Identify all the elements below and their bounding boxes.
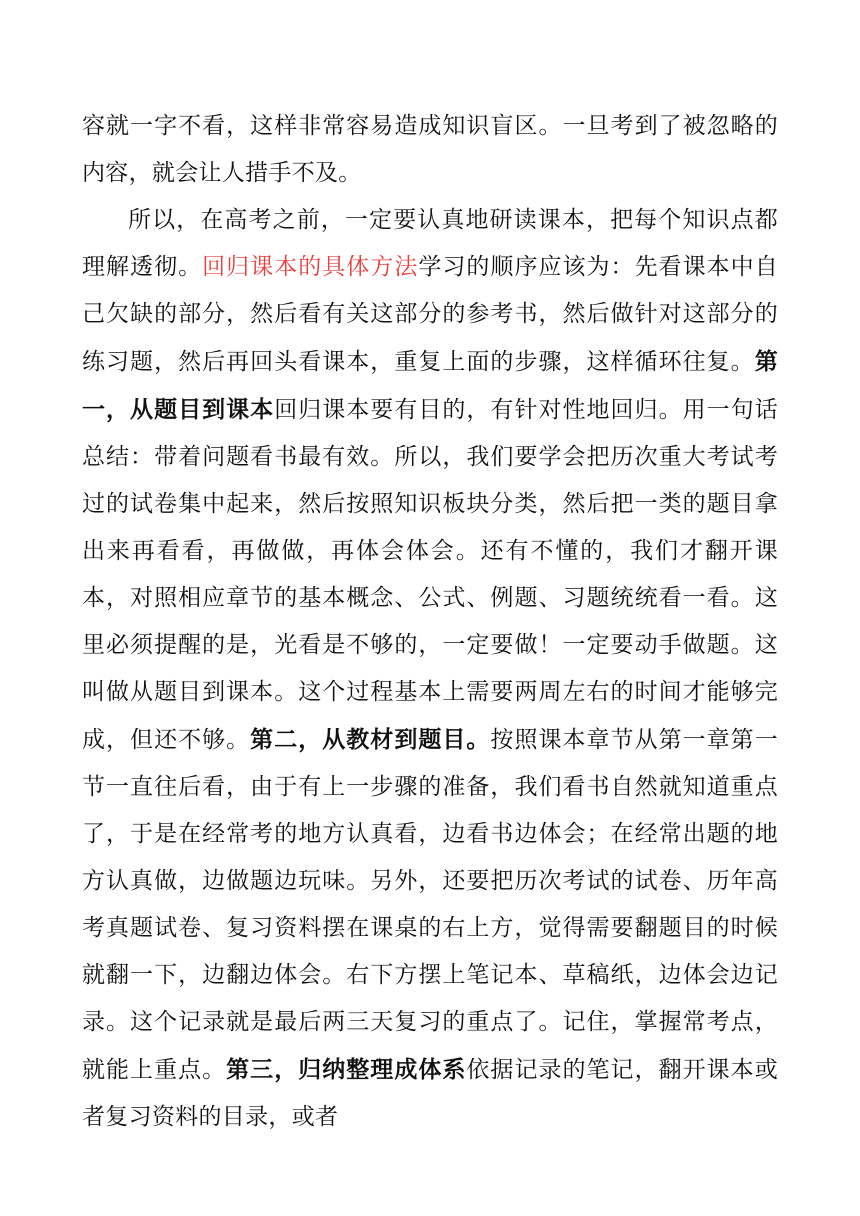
sentence-step-one: 回归课本要有目的，有针对性地回归。用一句话总结：带着问题看书最有效。所以，我们要学会把历次重大考试考过的试卷集中起来，然后按照知识板块分类，然后把一类的题目拿出来再看看，再做做，再体会体会。还有不懂的，我们才翻开课本，对照相应章节的基本概念、公式、例题、习题统统看一看。这里必须提醒的是，光看是不够的，一定要做！一定要动手做题。这叫做从题目到课本。这个过程基本上需要两周左右的时间才能够完成，但还不够。 — [82, 397, 778, 753]
sentence-order: 学习的顺序应该为：先看课本中自己欠缺的部分，然后看有关这部分的参考书，然后做针对这部分的练习题，然后再回头看课本，重复上面的步骤，这样循环往复。 — [82, 254, 779, 375]
sentence-step-three: 依据记录的笔记，翻开课本或者复习资料的目录，或者 — [82, 1057, 778, 1130]
sentence-step-two: 按照课本章节从第一章第一节一直往后看，由于有上一步骤的准备，我们看书自然就知道重点了，于是在经常考的地方认真看，边看书边体会；在经常出题的地方认真做，边做题边玩味。另外，还要把历次考试的试卷、历年高考真题试卷、复习资料摆在课桌的右上方，觉得需要翻题目的时候就翻一下，边翻边体会。右下方摆上笔记本、草稿纸，边体会边记录。这个记录就是最后两三天复习的重点了。记住，掌握常考点，就能上重点。 — [82, 727, 778, 1083]
paragraph-continuation — [82, 103, 778, 197]
paragraph-method — [82, 197, 778, 1141]
heading-step-two: 第二，从教材到题目。 — [250, 726, 491, 753]
heading-step-three: 第三，归纳整理成体系 — [226, 1056, 467, 1083]
paragraph-text: 容就一字不看，这样非常容易造成知识盲区。一旦考到了被忽略的内容，就会让人措手不及。 — [82, 113, 778, 186]
highlight-link-text[interactable]: 回归课本的具体方法 — [202, 254, 419, 280]
body-text — [82, 103, 778, 1141]
heading-step-one: 第一，从题目到课本 — [82, 348, 778, 423]
sentence-intro: 所以，在高考之前，一定要认真地研读课本，把每个知识点都理解透彻。 — [82, 207, 778, 280]
